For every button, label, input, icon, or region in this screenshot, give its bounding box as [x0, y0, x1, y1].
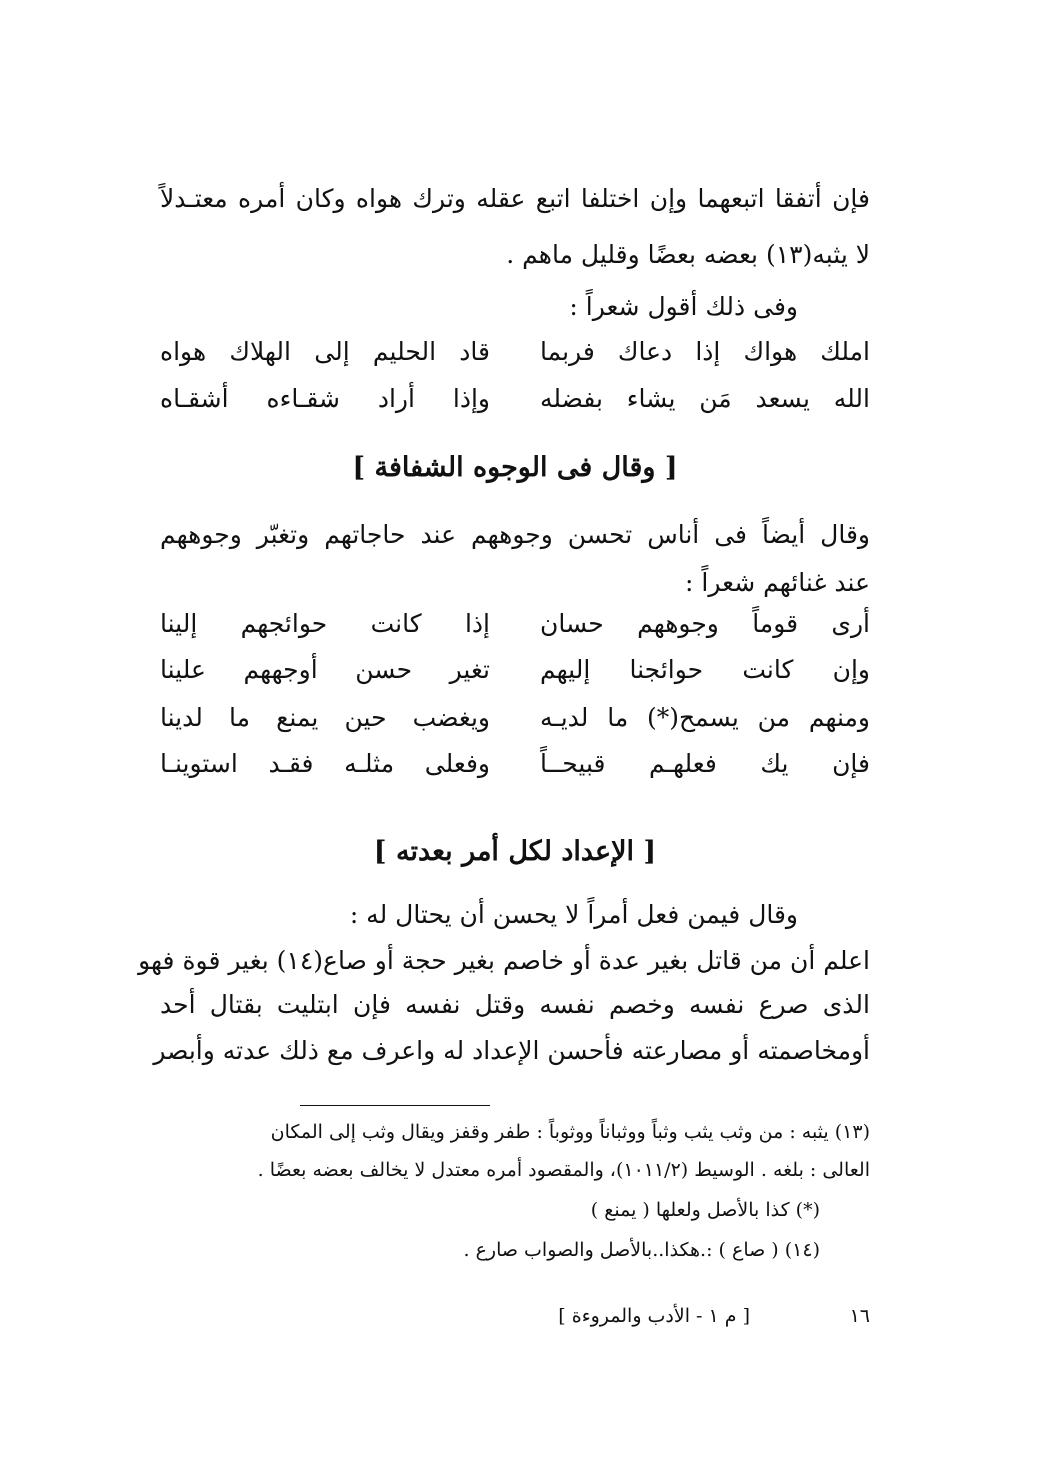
- poem-2-verse-4-second-hemistich: وفعلى مثلـه فقـد استوينـا: [160, 749, 490, 778]
- poem-1-verse-1: [160, 334, 870, 370]
- paragraph-3-intro: وقال فيمن فعل أمراً لا يحسن أن يحتال له :: [349, 900, 798, 929]
- section-heading-2: [ الإعداد لكل أمر بعدته ]: [373, 836, 657, 867]
- poem-2-verse-1-first-hemistich: أرى قوماً وجوههم حسان: [540, 609, 870, 638]
- paragraph-3-line-3: أومخاصمته أو مصارعته فأحسن الإعداد له واعرف مع ذلك عدته وأبصر: [153, 1036, 870, 1065]
- footnote-13-line-1: (١٣) يثبه : من وثب يثب وثباً ووثباناً ووثوباً : طفر وقفز ويقال وثب إلى المكان: [270, 1121, 870, 1143]
- poem-2-verse-2: [160, 652, 870, 688]
- paragraph-3-line-1: اعلم أن من قاتل بغير عدة أو خاصم بغير حجة أو صاع(١٤) بغير قوة فهو: [138, 946, 870, 975]
- footnote-13-line-2: العالى : بلغه . الوسيط (١٠١١/٢)، والمقصود أمره معتدل لا يخالف بعضه بعضًا .: [257, 1159, 870, 1181]
- poem-1-verse-1-first-hemistich: املك هواك إذا دعاك فربما: [540, 337, 870, 366]
- poem-2-verse-3-second-hemistich: ويغضب حين يمنع ما لدينا: [160, 703, 490, 732]
- running-header: [ م ١ - الأدب والمروءة ]: [558, 1305, 750, 1327]
- poem-2-verse-4-first-hemistich: فإن يك فعلهـم قبيحــاً: [540, 749, 870, 778]
- poem-1-verse-2-first-hemistich: الله يسعد مَن يشاء بفضله: [540, 384, 870, 413]
- paragraph-2-line-2: عند غنائهم شعراً :: [685, 568, 870, 597]
- poem-1-verse-2: [160, 381, 870, 417]
- page-number: ١٦: [849, 1305, 870, 1327]
- paragraph-1-line-1: فإن أتفقا اتبعهما وإن اختلفا اتبع عقله وترك هواه وكان أمره معتـدلاً: [160, 184, 870, 213]
- footnote-separator: [300, 1105, 490, 1106]
- poem-2-verse-2-first-hemistich: وإن كانت حوائجنا إليهم: [540, 655, 870, 684]
- poem-1-verse-2-second-hemistich: وإذا أراد شقـاءه أشقـاه: [160, 384, 490, 413]
- paragraph-2-line-1: وقال أيضاً فى أناس تحسن وجوههم عند حاجاتهم وتغبّر وجوههم: [160, 520, 870, 549]
- poem-2-verse-1-second-hemistich: إذا كانت حوائجهم إلينا: [160, 609, 490, 638]
- poem-1-intro: وفى ذلك أقول شعراً :: [569, 292, 798, 321]
- poem-2-verse-3-first-hemistich: ومنهم من يسمح(*) ما لديـه: [540, 703, 870, 732]
- poem-2-verse-2-second-hemistich: تغير حسن أوجههم علينا: [160, 655, 490, 684]
- paragraph-3-line-2: الذى صرع نفسه وخصم نفسه وقتل نفسه فإن ابتليت بقتال أحد: [160, 990, 870, 1019]
- footnote-14: (١٤) ( صاع ) :.هكذا..بالأصل والصواب صارع .: [463, 1239, 820, 1261]
- footnote-star: (*) كذا بالأصل ولعلها ( يمنع ): [590, 1199, 820, 1221]
- section-heading-1: [ وقال فى الوجوه الشفافة ]: [352, 452, 678, 483]
- poem-2-verse-4: [160, 746, 870, 782]
- poem-1-verse-1-second-hemistich: قاد الحليم إلى الهلاك هواه: [160, 337, 490, 366]
- paragraph-1-line-2: لا يثبه(١٣) بعضه بعضًا وقليل ماهم .: [506, 240, 870, 269]
- poem-2-verse-1: [160, 606, 870, 642]
- poem-2-verse-3: [160, 700, 870, 736]
